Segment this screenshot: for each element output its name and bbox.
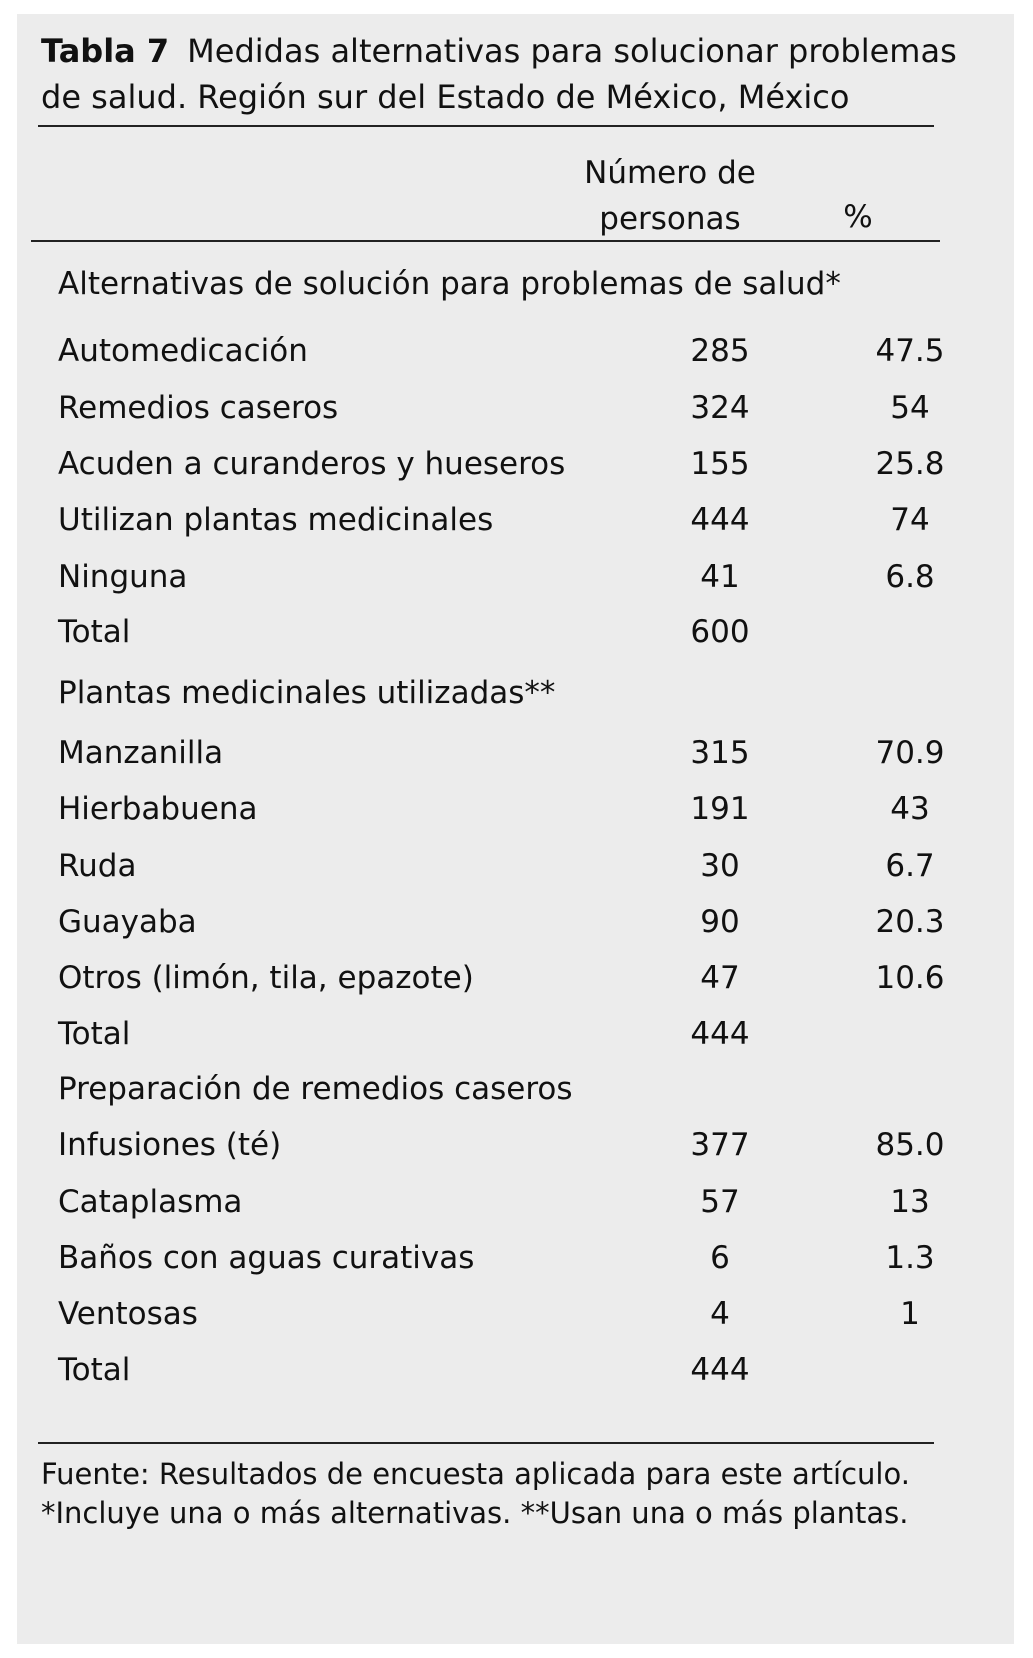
section-heading: Alternativas de solución para problemas de salud*: [58, 266, 841, 302]
row-count: 324: [690, 390, 750, 426]
table-number: Tabla 7: [41, 32, 170, 70]
row-label: Utilizan plantas medicinales: [58, 502, 494, 538]
row-percent: 13: [890, 1184, 930, 1220]
row-label: Ventosas: [58, 1296, 198, 1332]
row-count: 377: [690, 1127, 750, 1163]
table-row: [0, 554, 1033, 600]
table-row: [0, 1179, 1033, 1225]
row-count: 285: [690, 333, 750, 369]
row-label: Infusiones (té): [58, 1127, 282, 1163]
row-label: Acuden a curanderos y hueseros: [58, 446, 566, 482]
total-row: [0, 1347, 1033, 1393]
table-row: [0, 1291, 1033, 1337]
footnote-notes: *Incluye una o más alternativas. **Usan una o más plantas.: [41, 1496, 909, 1530]
table-row: [0, 843, 1033, 889]
row-percent: 85.0: [875, 1127, 945, 1163]
row-label: Automedicación: [58, 333, 308, 369]
row-percent: 10.6: [875, 960, 945, 996]
row-label: Ninguna: [58, 559, 188, 595]
table-row: [0, 1235, 1033, 1281]
table-caption: [41, 28, 1001, 120]
row-count: 600: [690, 614, 750, 650]
bottom-rule: [38, 1442, 934, 1444]
row-label: Remedios caseros: [58, 390, 339, 426]
row-count: 4: [710, 1296, 730, 1332]
col-header-number-line2: personas: [599, 201, 741, 237]
row-label: Hierbabuena: [58, 791, 258, 827]
row-percent: 20.3: [875, 904, 945, 940]
table-row: [0, 497, 1033, 543]
row-percent: 54: [890, 390, 930, 426]
row-label: Total: [58, 614, 131, 650]
table-row: [0, 328, 1033, 374]
header-rule: [31, 240, 940, 242]
row-count: 47: [700, 960, 740, 996]
row-count: 41: [700, 559, 740, 595]
table-row: [0, 730, 1033, 776]
col-header-number: [560, 150, 780, 242]
row-percent: 70.9: [875, 735, 945, 771]
table-row: [0, 1122, 1033, 1168]
row-count: 6: [710, 1240, 730, 1276]
row-label: Otros (limón, tila, epazote): [58, 960, 474, 996]
row-percent: 6.8: [885, 559, 935, 595]
row-label: Manzanilla: [58, 735, 224, 771]
row-count: 444: [690, 1352, 750, 1388]
row-percent: 1.3: [885, 1240, 935, 1276]
row-count: 30: [700, 848, 740, 884]
row-label: Total: [58, 1352, 131, 1388]
row-percent: 25.8: [875, 446, 945, 482]
row-label: Total: [58, 1016, 131, 1052]
row-percent: 6.7: [885, 848, 935, 884]
table-row: [0, 441, 1033, 487]
table-row: [0, 955, 1033, 1001]
section-heading: Preparación de remedios caseros: [58, 1071, 573, 1107]
row-label: Ruda: [58, 848, 137, 884]
top-rule: [38, 125, 934, 127]
row-count: 90: [700, 904, 740, 940]
table-row: [0, 899, 1033, 945]
row-percent: 74: [890, 502, 930, 538]
row-count: 315: [690, 735, 750, 771]
table-row: [0, 385, 1033, 431]
total-row: [0, 609, 1033, 655]
row-percent: 47.5: [875, 333, 945, 369]
table-row: [0, 786, 1033, 832]
section-heading: Plantas medicinales utilizadas**: [58, 675, 556, 711]
row-label: Guayaba: [58, 904, 197, 940]
total-row: [0, 1011, 1033, 1057]
col-header-percent: %: [843, 199, 873, 235]
row-percent: 1: [900, 1296, 920, 1332]
footnote-source: Fuente: Resultados de encuesta aplicada para este artículo.: [41, 1457, 910, 1491]
row-label: Baños con aguas curativas: [58, 1240, 475, 1276]
row-percent: 43: [890, 791, 930, 827]
row-count: 191: [690, 791, 750, 827]
col-header-number-line1: Número de: [584, 155, 756, 191]
row-count: 444: [690, 1016, 750, 1052]
table-title: Medidas alternativas para solucionar problemas de salud. Región sur del Estado de México, México: [41, 32, 957, 116]
row-count: 155: [690, 446, 750, 482]
row-count: 444: [690, 502, 750, 538]
row-count: 57: [700, 1184, 740, 1220]
row-label: Cataplasma: [58, 1184, 243, 1220]
